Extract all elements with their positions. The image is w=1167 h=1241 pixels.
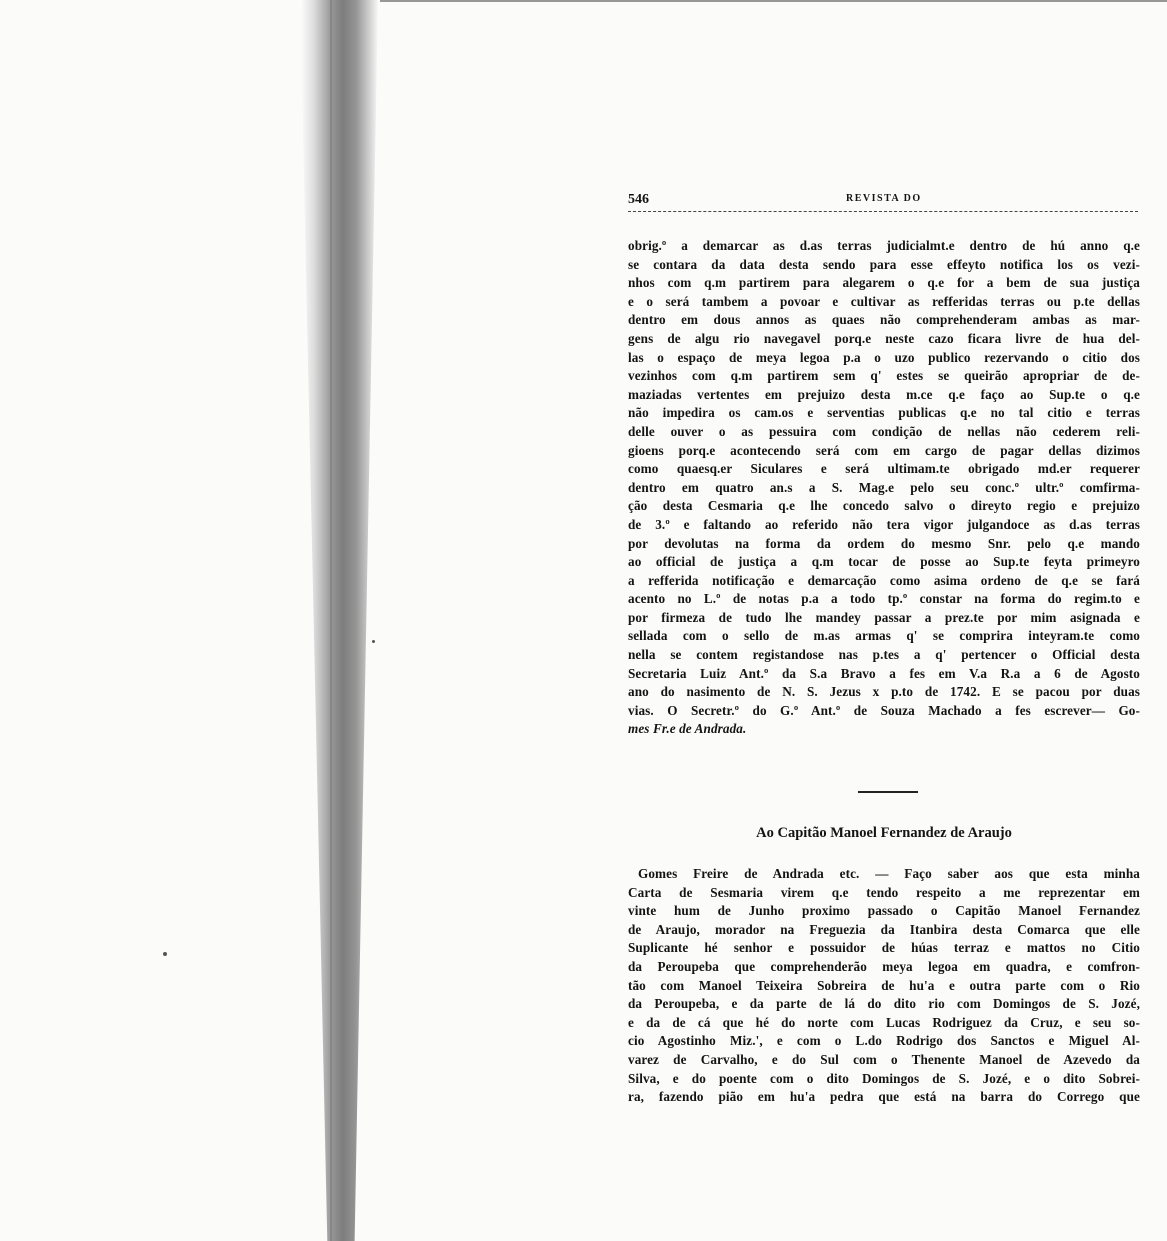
text-block-carta bbox=[628, 865, 1140, 1107]
text-line: nhos com q.m partirem para alegarem o q.e for a bem de sua justiça bbox=[628, 275, 1140, 291]
scan-speck bbox=[372, 640, 375, 643]
text-line: gioens porq.e acontecendo será com em cargo de pagar dellas dizimos bbox=[628, 442, 1140, 458]
text-line: Suplicante hé senhor e possuidor de húas terraz e mattos no Citio bbox=[628, 940, 1140, 956]
text-line: como quaesq.er Siculares e será ultimam.te obrigado md.er requerer bbox=[628, 461, 1140, 477]
text-line: de Araujo, morador na Freguezia da Itanbira desta Comarca que elle bbox=[628, 921, 1140, 937]
text-line: tão com Manoel Teixeira Sobreira de hu'a e outra parte com o Rio bbox=[628, 977, 1140, 993]
text-line: ra, fazendo pião em hu'a pedra que está na barra do Corrego que bbox=[628, 1089, 1140, 1105]
page-number: 546 bbox=[628, 192, 649, 207]
text-line: vezinhos com q.m partirem sem q' estes se queirão apropriar de de- bbox=[628, 368, 1140, 384]
text-line: se contara da data desta sendo para esse effeyto notifica los os vezi- bbox=[628, 256, 1140, 272]
page-gutter-shadow bbox=[300, 0, 378, 1241]
text-line: ano do nasimento de N. S. Jezus x p.to de 1742. E se pacou por duas bbox=[628, 684, 1140, 700]
text-line: vias. O Secretr.º do G.º Ant.º de Souza Machado a fes escrever— Go- bbox=[628, 702, 1140, 718]
text-line: las o espaço de meya legoa p.a o uzo publico rezervando o citio dos bbox=[628, 349, 1140, 365]
section-divider bbox=[858, 791, 918, 793]
text-block-continued bbox=[628, 237, 1140, 739]
text-line: Carta de Sesmaria virem q.e tendo respeito a me reprezentar em bbox=[628, 884, 1140, 900]
text-line: gens de algu rio navegavel porq.e neste cazo ficara livre de hua del- bbox=[628, 330, 1140, 346]
section-heading: Ao Capitão Manoel Fernandez de Araujo bbox=[756, 825, 1012, 841]
top-edge-rule bbox=[380, 0, 1167, 2]
text-line: e o será tambem a povoar e cultivar as refferidas terras ou p.te dellas bbox=[628, 293, 1140, 309]
text-line: mes Fr.e de Andrada. bbox=[628, 721, 747, 737]
text-line: nella se contem registandose nas p.tes a q' pertencer o Official desta bbox=[628, 647, 1140, 663]
header-rule bbox=[628, 211, 1138, 212]
running-title: REVISTA DO bbox=[846, 193, 922, 204]
text-line: ção desta Cesmaria q.e lhe concedo salvo o direyto regio e prejuizo bbox=[628, 498, 1140, 514]
text-line: Silva, e do poente com o dito Domingos de S. Jozé, e o dito Sobrei- bbox=[628, 1070, 1140, 1086]
text-line: sellada com o sello de m.as armas q' se comprira inteyram.te como bbox=[628, 628, 1140, 644]
text-line: a refferida notificação e demarcação como asima ordeno de q.e se fará bbox=[628, 572, 1140, 588]
scan-speck bbox=[163, 952, 167, 956]
text-line: não impedira os cam.os e serventias publicas q.e no tal citio e terras bbox=[628, 405, 1140, 421]
text-line: por devolutas na forma da ordem do mesmo Snr. pelo q.e mando bbox=[628, 535, 1140, 551]
text-line: e da de cá que hé do norte com Lucas Rodriguez da Cruz, e seu so- bbox=[628, 1014, 1140, 1030]
text-line: maziadas vertentes em prejuizo desta m.ce q.e faço ao Sup.te o q.e bbox=[628, 386, 1140, 402]
gutter-line bbox=[330, 0, 332, 1241]
text-line: ao official de justiça a q.m tocar de posse ao Sup.te feyta primeyro bbox=[628, 554, 1140, 570]
text-line: obrig.º a demarcar as d.as terras judicialmt.e dentro de hú anno q.e bbox=[628, 238, 1140, 253]
text-line: por firmeza de tudo lhe mandey passar a prez.te por mim asignada e bbox=[628, 609, 1140, 625]
text-line: dentro em dous annos as quaes não comprehenderam ambas as mar- bbox=[628, 312, 1140, 328]
page-header bbox=[628, 192, 1140, 212]
text-line: varez de Carvalho, e do Sul com o Thenente Manoel de Azevedo da bbox=[628, 1051, 1140, 1067]
text-line: Gomes Freire de Andrada etc. — Faço saber aos que esta minha bbox=[638, 866, 1140, 881]
text-line: de 3.º e faltando ao referido não tera vigor julgandoce as d.as terras bbox=[628, 516, 1140, 532]
text-line: dentro em quatro an.s a S. Mag.e pelo seu conc.º ultr.º comfirma- bbox=[628, 479, 1140, 495]
text-line: da Peroupeba que comprehenderão meya legoa em quadra, e comfron- bbox=[628, 958, 1140, 974]
text-line: vinte hum de Junho proximo passado o Capitão Manoel Fernandez bbox=[628, 903, 1140, 919]
text-line: cio Agostinho Miz.', e com o L.do Rodrigo dos Sanctos e Miguel Al- bbox=[628, 1033, 1140, 1049]
text-line: delle ouver o as pessuira com condição de nellas não cederem reli- bbox=[628, 423, 1140, 439]
text-line: da Peroupeba, e da parte de lá do dito rio com Domingos de S. Jozé, bbox=[628, 996, 1140, 1012]
text-line: Secretaria Luiz Ant.º da S.a Bravo a fes em V.a R.a a 6 de Agosto bbox=[628, 665, 1140, 681]
text-line: acento no L.º de notas p.a a todo tp.º constar na forma do regim.to e bbox=[628, 591, 1140, 607]
